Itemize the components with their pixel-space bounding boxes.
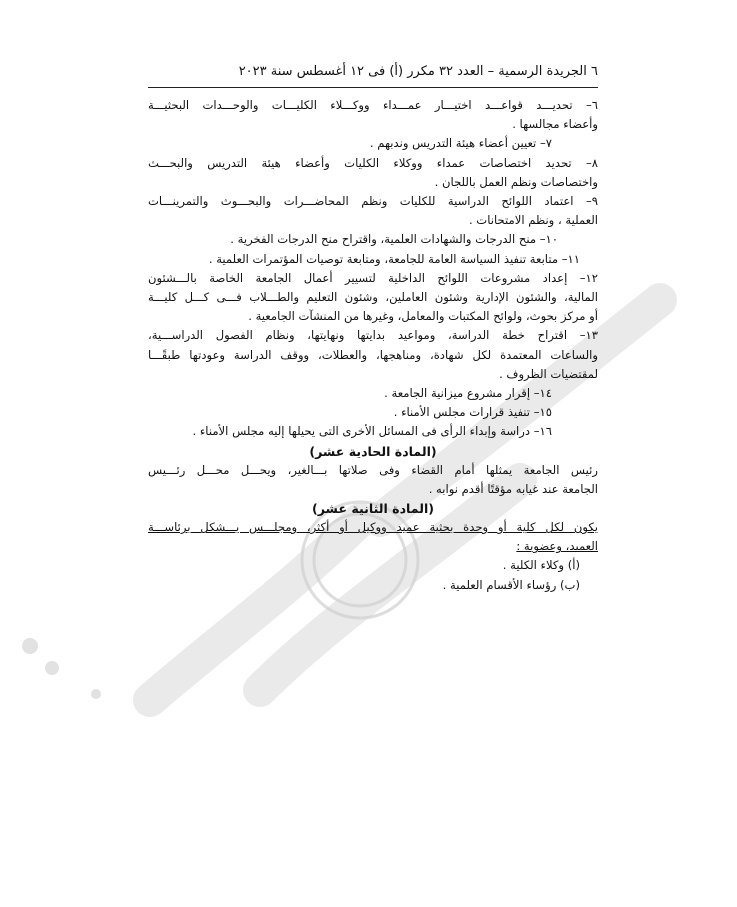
article-11-heading: (المادة الحادية عشر) (309, 443, 437, 459)
article-12-item-b: (ب) رؤساء الأقسام العلمية . (442, 577, 580, 592)
article-12-line-2: العميد، وعضوية : (516, 539, 598, 554)
item-13-line-1: ١٣– اقتراح خطة الدراسة، ومواعيد بدايتها ونهايتها، ونظام الفصول الدراســـية، (148, 328, 598, 343)
item-12-line-1: ١٢– إعداد مشروعات اللوائح الداخلية لتسيير أعمال الجامعة الخاصة بالـــشئون (148, 270, 598, 285)
article-12-heading: (المادة الثانية عشر) (311, 501, 435, 517)
item-7: ٧– تعيين أعضاء هيئة التدريس وندبهم . (369, 136, 552, 151)
page-header: ٦ الجريدة الرسمية – العدد ٣٢ مكرر (أ) فى ١٢ أغسطس سنة ٢٠٢٣ (148, 64, 598, 88)
item-12-line-2: المالية، والشئون الإدارية وشئون العاملين، وشئون التعليم والطـــلاب فـــى كـــل كليـــة (148, 290, 598, 305)
item-8-line-1: ٨– تحديد اختصاصات عمداء ووكلاء الكليات وأعضاء هيئة التدريس والبحـــث (148, 155, 598, 170)
item-14: ١٤– إقرار مشروع ميزانية الجامعة . (384, 386, 552, 401)
item-8-line-2: واختصاصات ونظم العمل باللجان . (434, 174, 598, 189)
item-6-line-2: وأعضاء مجالسها . (512, 117, 598, 132)
item-12-line-3: أو مركز بحوث، ولوائح المكتبات والمعامل، وغيرها من المنشآت الجامعية . (248, 309, 598, 324)
item-13-line-3: لمقتضيات الظروف . (499, 366, 598, 381)
item-10: ١٠– منح الدرجات والشهادات العلمية، واقتراح منح الدرجات الفخرية . (230, 232, 558, 247)
item-9-line-1: ٩– اعتماد اللوائح الدراسية للكليات ونظم المحاضـــرات والبحـــوث والتمرينـــات (148, 194, 598, 209)
item-11: ١١– متابعة تنفيذ السياسة العامة للجامعة، ومتابعة توصيات المؤتمرات العلمية . (208, 251, 580, 266)
item-13-line-2: والساعات المعتمدة لكل شهادة، ومناهجها، والعطلات، ووقف الدراسة وعودتها طبقًـــا (148, 347, 598, 362)
item-16: ١٦– دراسة وإبداء الرأى فى المسائل الأخرى التى يحيلها إليه مجلس الأمناء . (192, 424, 552, 439)
document-page (148, 64, 598, 595)
item-15: ١٥– تنفيذ قرارات مجلس الأمناء . (393, 405, 552, 420)
item-6-line-1: ٦– تحديـــد قواعـــد اختيـــار عمـــداء ووكـــلاء الكليـــات والوحـــدات البحثيـــة (148, 98, 598, 112)
article-12-line-1: يكون لكل كلية أو وحدة بحثية عميد ووكيل أو أكثر، ومجلـــس يـــشكل برئاســـة (148, 520, 598, 535)
article-11-line-2: الجامعة عند غيابه مؤقتًا أقدم نوابه . (428, 481, 598, 496)
article-12-line-2-wrap (148, 537, 598, 556)
article-12-item-a: (أ) وكلاء الكلية . (502, 558, 580, 573)
item-9-line-2: العملية ، ونظم الامتحانات . (468, 213, 598, 228)
article-11-line-1: رئيس الجامعة يمثلها أمام القضاء وفى صلاتها بـــالغير، ويحـــل محـــل رئـــيس (148, 462, 598, 477)
